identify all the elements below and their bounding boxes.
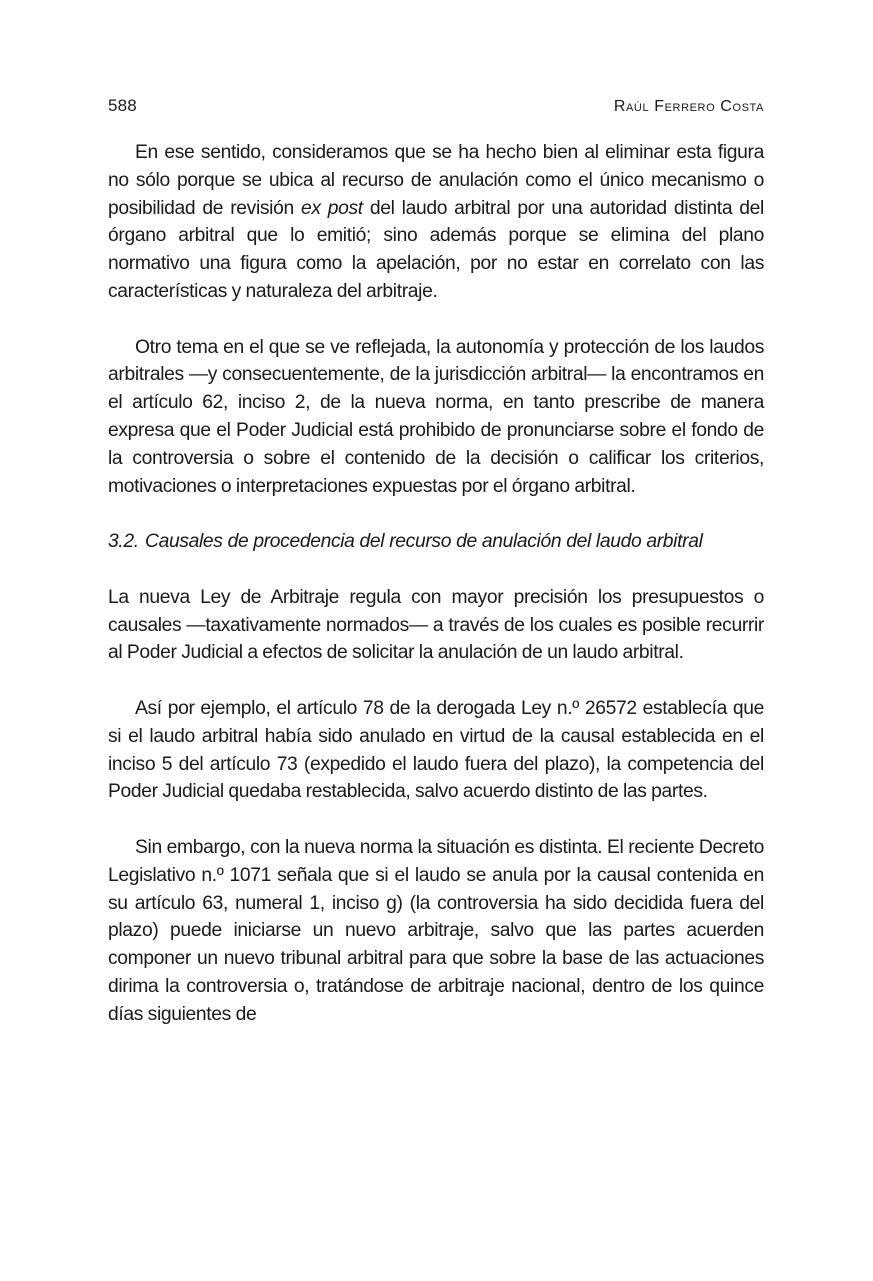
page-body [108, 139, 764, 1029]
document-page [108, 0, 764, 1281]
paragraph-1-text-b: del laudo arbitral por una autoridad distinta del órgano arbitral que lo emitió; sino además porque se elimina del plano normativo una figura como la apelación, por no estar en correlato con las características y naturaleza del arbitraje. [108, 197, 764, 302]
running-title: Raúl Ferrero Costa [613, 98, 764, 115]
paragraph-5: Sin embargo, con la nueva norma la situación es distinta. El reciente Decreto Legislativo n.º 1071 señala que si el laudo se anula por la causal contenida en su artículo 63, numeral 1, inciso g) (la controversia ha sido decidida fuera del plazo) puede iniciarse un nuevo arbitraje, salvo que las partes acuerden componer un nuevo tribunal arbitral para que sobre la base de las actuaciones dirima la controversia o, tratándose de arbitraje nacional, dentro de los quince días siguientes de [108, 836, 764, 1025]
section-title: Causales de procedencia del recurso de anulación del laudo arbitral [145, 531, 703, 553]
section-number: 3.2. [108, 531, 139, 553]
running-head [108, 96, 764, 120]
paragraph-1-text-a: En ese sentido, consideramos que se ha hecho bien al eliminar esta figura no sólo porque se ubica al recurso de anulación como el único mecanismo o posibilidad de revisión [108, 142, 764, 219]
page-number: 588 [108, 96, 137, 115]
paragraph-4: Así por ejemplo, el artículo 78 de la derogada Ley n.º 26572 establecía que si el laudo arbitral había sido anulado en virtud de la causal establecida en el inciso 5 del artículo 73 (expedido el laudo fuera del plazo), la competencia del Poder Judicial quedaba restablecida, salvo acuerdo distinto de las partes. [108, 697, 764, 803]
paragraph-3: La nueva Ley de Arbitraje regula con mayor precisión los presupuestos o causales —taxativamente normados— a través de los cuales es posible recurrir al Poder Judicial a efectos de solicitar la anulación de un laudo arbitral. [108, 586, 764, 664]
paragraph-1 [108, 139, 764, 306]
section-heading [108, 528, 764, 556]
paragraph-2: Otro tema en el que se ve reflejada, la autonomía y protección de los laudos arbitrales —y consecuentemente, de la jurisdicción arbitral— la encontramos en el artículo 62, inciso 2, de la nueva norma, en tanto prescribe de manera expresa que el Poder Judicial está prohibido de pronunciarse sobre el fondo de la controversia o sobre el contenido de la decisión o calificar los criterios, motivaciones o interpretaciones expuestas por el órgano arbitral. [108, 336, 764, 497]
paragraph-1-italic: ex post [300, 197, 363, 219]
